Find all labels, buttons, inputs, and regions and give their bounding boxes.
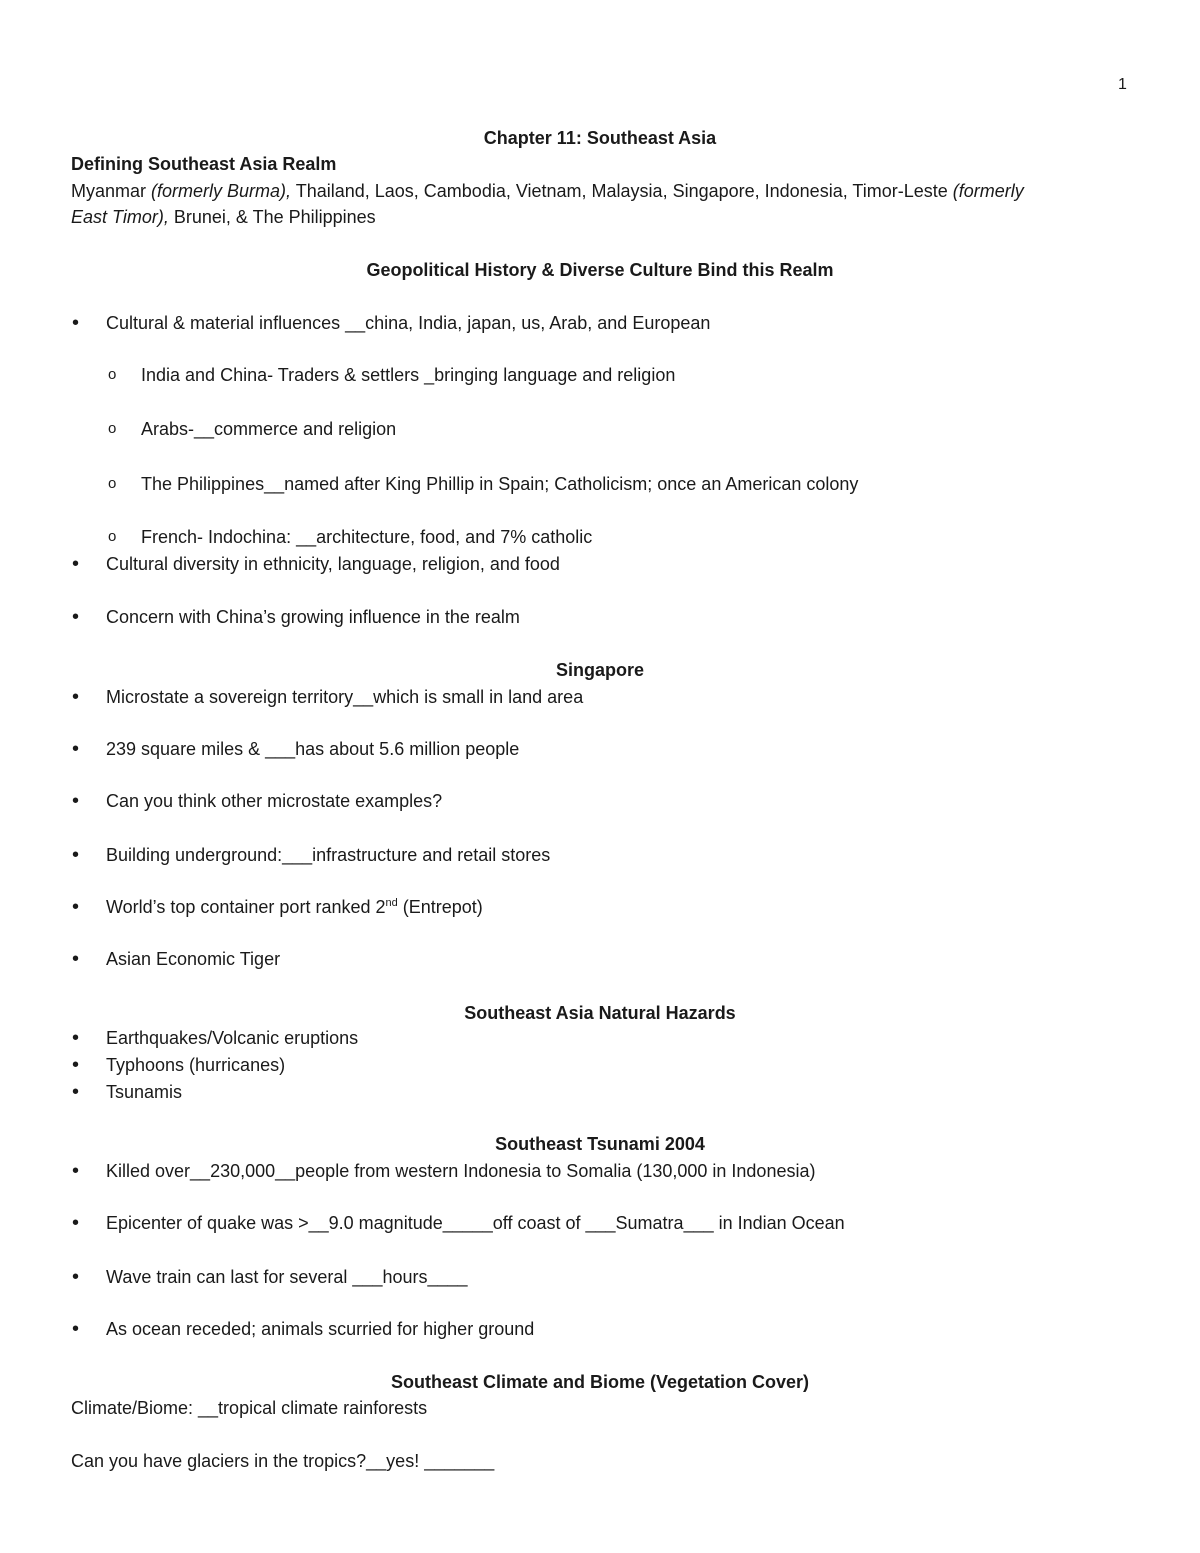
bullet-text: Typhoons (hurricanes) — [106, 1055, 286, 1075]
bullet-text: Concern with China’s growing influence in the realm — [106, 607, 520, 627]
climate-line: Climate/Biome: __tropical climate rainforests — [71, 1398, 428, 1418]
countries-text: Brunei, & The Philippines — [168, 207, 376, 227]
bullet-text: As ocean receded; animals scurried for higher ground — [106, 1319, 535, 1339]
countries-text: Myanmar — [71, 181, 152, 201]
sub-bullet-text: The Philippines__named after King Phillip in Spain; Catholicism; once an American colony — [141, 474, 859, 494]
bullet-text: 239 square miles & ___has about 5.6 million people — [106, 739, 520, 759]
bullet-text: Microstate a sovereign territory__which is small in land area — [106, 687, 584, 707]
sub-bullet-text: French- Indochina: __architecture, food, and 7% catholic — [141, 527, 593, 547]
tsunami-heading: Southeast Tsunami 2004 — [495, 1134, 705, 1154]
singapore-heading: Singapore — [555, 660, 644, 680]
countries-text: Thailand, Laos, Cambodia, Vietnam, Malaysia, Singapore, Indonesia, Timor-Leste — [291, 181, 953, 201]
sub-bullet-text: India and China- Traders & settlers _bringing language and religion — [141, 365, 676, 385]
bullet-text: Building underground:___infrastructure and retail stores — [106, 845, 551, 865]
document-title: Chapter 11: Southeast Asia — [483, 128, 717, 148]
geopolitical-heading: Geopolitical History & Diverse Culture Bind this Realm — [366, 260, 834, 280]
bullet-text — [106, 896, 483, 918]
superscript: nd — [385, 897, 398, 909]
bullet-text: Cultural & material influences __china, India, japan, us, Arab, and European — [106, 313, 711, 333]
bullet-text: Cultural diversity in ethnicity, language, religion, and food — [106, 554, 560, 574]
bullet-text: Asian Economic Tiger — [106, 949, 281, 969]
page-number: 1 — [1118, 76, 1127, 93]
realm-countries-line-2 — [71, 206, 376, 228]
bullet-text-part: World’s top container port ranked 2 — [106, 897, 386, 917]
sub-bullet-text: Arabs-__commerce and religion — [141, 419, 397, 439]
countries-italic: East Timor), — [71, 207, 169, 227]
glaciers-question: Can you have glaciers in the tropics?__yes! _______ — [71, 1451, 495, 1471]
bullet-text: Epicenter of quake was >__9.0 magnitude_____off coast of ___Sumatra___ in Indian Ocean — [106, 1213, 845, 1233]
bullet-text: Killed over__230,000__people from western Indonesia to Somalia (130,000 in Indonesia) — [106, 1161, 816, 1181]
bullet-text: Wave train can last for several ___hours____ — [106, 1267, 468, 1287]
countries-italic: (formerly — [952, 181, 1024, 201]
bullet-text: Can you think other microstate examples? — [106, 791, 443, 811]
bullet-text-part: (Entrepot) — [397, 897, 483, 917]
bullet-text: Earthquakes/Volcanic eruptions — [106, 1028, 359, 1048]
hazards-heading: Southeast Asia Natural Hazards — [464, 1003, 736, 1023]
realm-heading: Defining Southeast Asia Realm — [71, 154, 337, 174]
climate-heading: Southeast Climate and Biome (Vegetation Cover) — [390, 1372, 810, 1392]
countries-italic: (formerly Burma), — [151, 181, 292, 201]
realm-countries-line-1 — [71, 180, 1024, 202]
bullet-text: Tsunamis — [106, 1082, 183, 1102]
